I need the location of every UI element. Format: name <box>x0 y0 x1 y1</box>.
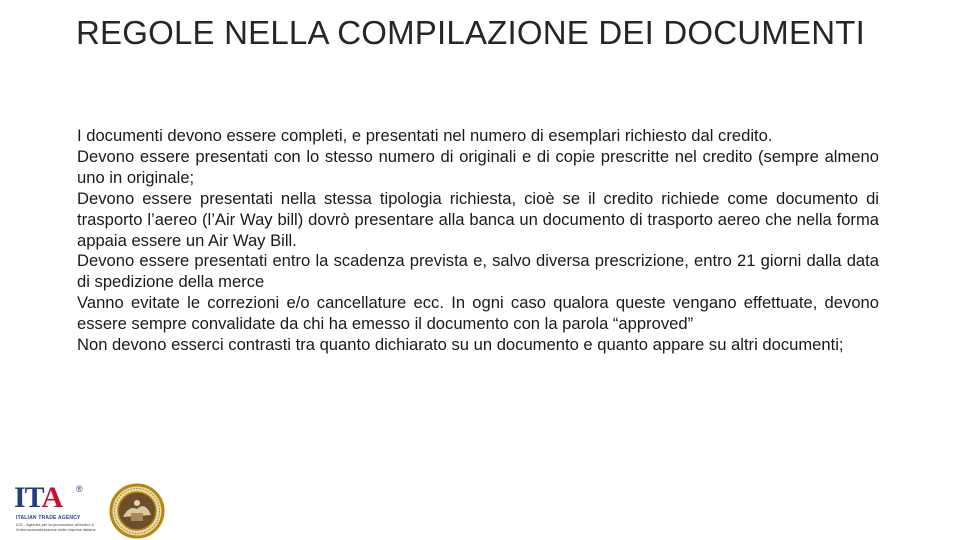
ita-agency-name: ITALIAN TRADE AGENCY <box>16 515 81 521</box>
ita-wordmark: ITA <box>14 481 63 514</box>
ita-tagline: ICE - Agenzia per la promozione all'estero e l'internazionalizzazione delle imprese italiane <box>16 522 96 532</box>
paragraph-consistency: Non devono esserci contrasti tra quanto dichiarato su un documento e quanto appare su altri documenti; <box>77 335 844 355</box>
ita-logo <box>14 480 110 536</box>
slide-body <box>77 126 879 356</box>
paragraph-document-type: Devono essere presentati nella stessa tipologia richiesta, cioè se il credito richiede come documento di trasporto l’aereo (l’Air Way bill) dovrò presentare alla banca un documento di trasporto aereo che nella forma appaia essere un Air Way Bill. <box>77 188 879 250</box>
footer-logos <box>14 480 164 536</box>
paragraph-deadline: Devono essere presentati entro la scadenza prevista e, salvo diversa prescrizione, entro 21 giorni dalla data di spedizione della merce <box>77 251 879 292</box>
registered-mark: ® <box>76 484 83 494</box>
paragraph-completeness: I documenti devono essere completi, e presentati nel numero di esemplari richiesto dal credito. <box>77 126 773 145</box>
paragraph-originals-copies: Devono essere presentati con lo stesso numero di originali e di copie prescritte nel credito (sempre almeno uno in originale; <box>77 146 879 187</box>
slide-title: REGOLE NELLA COMPILAZIONE DEI DOCUMENTI <box>76 14 865 51</box>
seal-emblem-icon <box>109 483 165 539</box>
paragraph-corrections: Vanno evitate le correzioni e/o cancellature ecc. In ogni caso qualora queste vengano effettuate, devono essere sempre convalidate da chi ha emesso il documento con la parola “approved” <box>77 293 879 334</box>
